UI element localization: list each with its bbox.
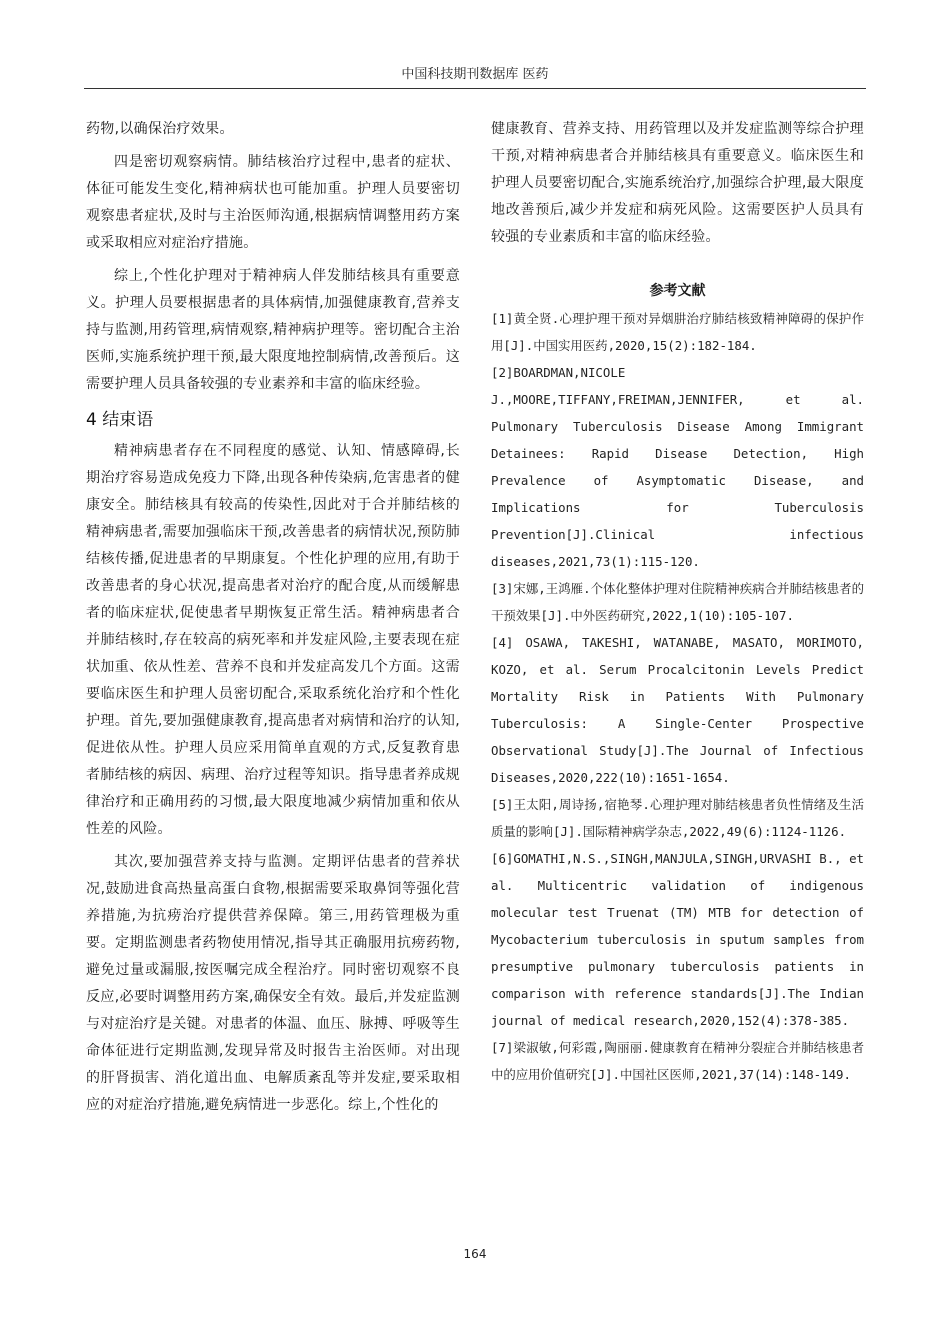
reference-item: [3]宋娜,王鸿雁.个体化整体护理对住院精神疾病合并肺结核患者的干预效果[J].中外医药研究,2022,1(10):105-107. bbox=[491, 581, 864, 623]
paragraph-conclusion-2: 其次,要加强营养支持与监测。定期评估患者的营养状况,鼓励进食高热量高蛋白食物,根据需要采取鼻饲等强化营养措施,为抗痨治疗提供营养保障。第三,用药管理极为重要。定期监测患者药物使用情况,指导其正确服用抗痨药物,避免过量或漏服,按医嘱完成全程治疗。同时密切观察不良反应,必要时调整用药方案,确保安全有效。最后,并发症监测与对症治疗是关键。对患者的体温、血压、脉搏、呼吸等生命体征进行定期监测,发现异常及时报告主治医师。对出现的肝肾损害、消化道出血、电解质紊乱等并发症,要采取相应的对症治疗措施,避免病情进一步恶化。综上,个性化的 bbox=[86, 854, 460, 1113]
right-column bbox=[491, 116, 864, 1088]
paragraph-conclusion-end: 健康教育、营养支持、用药管理以及并发症监测等综合护理干预,对精神病患者合并肺结核具有重要意义。临床医生和护理人员要密切配合,实施系统治疗,加强综合护理,最大限度地改善预后,减少并发症和病死风险。这需要医护人员具有较强的专业素质和丰富的临床经验。 bbox=[491, 121, 864, 245]
paragraph-continuation: 药物,以确保治疗效果。 bbox=[86, 121, 234, 137]
paragraph-summary: 综上,个性化护理对于精神病人伴发肺结核具有重要意义。护理人员要根据患者的具体病情,加强健康教育,营养支持与监测,用药管理,病情观察,精神病护理等。密切配合主治医师,实施系统护理干预,最大限度地控制病情,改善预后。这需要护理人员具备较强的专业素养和丰富的临床经验。 bbox=[86, 268, 460, 392]
reference-item: [7]梁淑敏,何彩霞,陶丽丽.健康教育在精神分裂症合并肺结核患者中的应用价值研究[J].中国社区医师,2021,37(14):148-149. bbox=[491, 1040, 864, 1082]
references-title: 参考文献 bbox=[649, 283, 706, 299]
page-number: 164 bbox=[463, 1247, 487, 1261]
reference-item: [5]王太阳,周诗扬,宿艳琴.心理护理对肺结核患者负性情绪及生活质量的影响[J].国际精神病学杂志,2022,49(6):1124-1126. bbox=[491, 797, 864, 839]
header-divider bbox=[84, 88, 866, 89]
reference-item: [2]BOARDMAN,NICOLE J.,MOORE,TIFFANY,FREIMAN,JENNIFER, et al. Pulmonary Tuberculosis Disease Among Immigrant Detainees: Rapid Disease Detection, High Prevalence of Asymptomatic Disease, and Implications for Tuberculosis Prevention[J].Clinical infectious diseases,2021,73(1):115-120. bbox=[491, 365, 864, 569]
paragraph-conclusion-1: 精神病患者存在不同程度的感觉、认知、情感障碍,长期治疗容易造成免疫力下降,出现各种传染病,危害患者的健康安全。肺结核具有较高的传染性,因此对于合并肺结核的精神病患者,需要加强临床干预,改善患者的病情状况,预防肺结核传播,促进患者的早期康复。个性化护理的应用,有助于改善患者的身心状况,提高患者对治疗的配合度,从而缓解患者的临床症状,促使患者早期恢复正常生活。精神病患者合并肺结核时,存在较高的病死率和并发症风险,主要表现在症状加重、依从性差、营养不良和并发症高发几个方面。这需要临床医生和护理人员密切配合,采取系统化治疗和个性化护理。首先,要加强健康教育,提高患者对病情和治疗的认知,促进依从性。护理人员应采用简单直观的方式,反复教育患者肺结核的病因、病理、治疗过程等知识。指导患者养成规律治疗和正确用药的习惯,最大限度地减少病情加重和依从性差的风险。 bbox=[86, 443, 460, 837]
reference-item: [4] OSAWA, TAKESHI, WATANABE, MASATO, MORIMOTO, KOZO, et al. Serum Procalcitonin Levels Predict Mortality Risk in Patients With Pulmonary Tuberculosis: A Single-Center Prospective Observational Study[J].The Journal of Infectious Diseases,2020,222(10):1651-1654. bbox=[491, 635, 864, 785]
left-column bbox=[86, 116, 460, 1125]
journal-header: 中国科技期刊数据库 医药 bbox=[401, 67, 549, 82]
paragraph-observation: 四是密切观察病情。肺结核治疗过程中,患者的症状、体征可能发生变化,精神病状也可能加重。护理人员要密切观察患者症状,及时与主治医师沟通,根据病情调整用药方案或采取相应对症治疗措施。 bbox=[86, 154, 460, 251]
reference-item: [1]黄全贤.心理护理干预对异烟肼治疗肺结核致精神障碍的保护作用[J].中国实用医药,2020,15(2):182-184. bbox=[491, 311, 864, 353]
reference-item: [6]GOMATHI,N.S.,SINGH,MANJULA,SINGH,URVASHI B., et al. Multicentric validation of indigenous molecular test Truenat (TM) MTB for detection of Mycobacterium tuberculosis in sputum samples from presumptive pulmonary tuberculosis patients in comparison with reference standards[J].The Indian journal of medical research,2020,152(4):378-385. bbox=[491, 851, 864, 1028]
section-heading-conclusion: 4 结束语 bbox=[86, 410, 154, 430]
